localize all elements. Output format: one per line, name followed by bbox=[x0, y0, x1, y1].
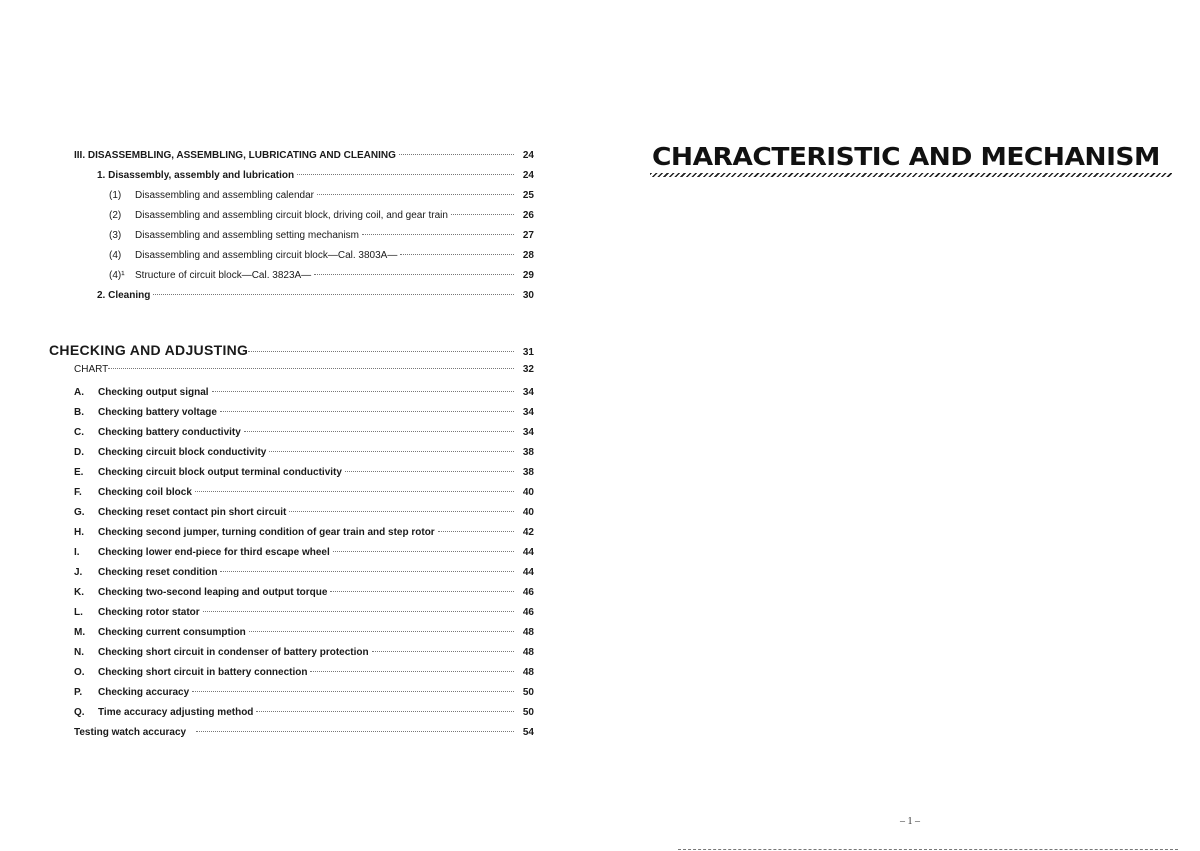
toc-entry-letter: A. bbox=[74, 387, 84, 398]
dot-leader bbox=[310, 671, 514, 672]
toc-entry-letter: P. bbox=[74, 687, 83, 698]
decorative-underline bbox=[650, 173, 1172, 177]
dot-leader bbox=[108, 368, 514, 369]
dot-leader bbox=[256, 711, 514, 712]
toc-entry-letter: B. bbox=[74, 407, 84, 418]
toc-entry-label: Checking circuit block output terminal conductivity bbox=[98, 467, 342, 478]
toc-entry bbox=[74, 406, 534, 420]
toc-entry-page: 42 bbox=[522, 527, 534, 538]
toc-entry-label: Checking second jumper, turning condition of gear train and step rotor bbox=[98, 527, 435, 538]
toc-entry bbox=[74, 526, 534, 540]
toc-entry-page: 54 bbox=[522, 727, 534, 738]
toc-entry-label: Checking battery conductivity bbox=[98, 427, 241, 438]
toc-entry-page: 34 bbox=[522, 407, 534, 418]
toc-entry-letter: L. bbox=[74, 607, 83, 618]
toc-entry bbox=[74, 666, 534, 680]
toc-entry-letter: Q. bbox=[74, 707, 85, 718]
toc-entry bbox=[74, 546, 534, 560]
toc-entry-letter: G. bbox=[74, 507, 85, 518]
dot-leader bbox=[399, 154, 514, 155]
toc-entry-label: Checking rotor stator bbox=[98, 607, 200, 618]
toc-entry-page: 40 bbox=[522, 487, 534, 498]
dot-leader bbox=[330, 591, 514, 592]
toc-entry bbox=[109, 189, 534, 203]
dot-leader bbox=[212, 391, 514, 392]
right-page bbox=[600, 0, 1200, 851]
toc-entry-label: Checking current consumption bbox=[98, 627, 246, 638]
toc-entry-label: Disassembling and assembling setting mechanism bbox=[135, 230, 359, 241]
toc-entry-label: Disassembling and assembling circuit block, driving coil, and gear train bbox=[135, 210, 448, 221]
toc-entry-page: 24 bbox=[522, 150, 534, 161]
toc-entry bbox=[74, 626, 534, 640]
dot-leader bbox=[220, 411, 514, 412]
dot-leader bbox=[192, 691, 514, 692]
toc-entry bbox=[74, 506, 534, 520]
toc-entry bbox=[74, 686, 534, 700]
toc-entry bbox=[109, 229, 534, 243]
toc-entry bbox=[74, 706, 534, 720]
dot-leader bbox=[451, 214, 514, 215]
toc-entry-page: 30 bbox=[522, 290, 534, 301]
toc-entry-label: III. DISASSEMBLING, ASSEMBLING, LUBRICATING AND CLEANING bbox=[74, 150, 396, 161]
toc-entry-page: 50 bbox=[522, 687, 534, 698]
toc-entry-page: 38 bbox=[522, 467, 534, 478]
dot-leader bbox=[317, 194, 514, 195]
toc-entry-letter: O. bbox=[74, 667, 85, 678]
toc-entry-page: 46 bbox=[522, 607, 534, 618]
toc-entry-number: (1) bbox=[109, 190, 122, 201]
toc-entry-page: 34 bbox=[522, 387, 534, 398]
dot-leader bbox=[372, 651, 514, 652]
toc-entry-label: Checking coil block bbox=[98, 487, 192, 498]
toc-entry-label: Checking two-second leaping and output torque bbox=[98, 587, 328, 598]
toc-entry-letter: I. bbox=[74, 547, 80, 558]
toc-entry-label: Checking output signal bbox=[98, 387, 209, 398]
toc-entry-label: Checking battery voltage bbox=[98, 407, 217, 418]
toc-entry bbox=[74, 646, 534, 660]
toc-entry bbox=[97, 289, 534, 303]
toc-entry-page: 25 bbox=[522, 190, 534, 201]
dot-leader bbox=[400, 254, 514, 255]
toc-entry bbox=[74, 566, 534, 580]
toc-entry-label: Checking reset contact pin short circuit bbox=[98, 507, 287, 518]
toc-entry bbox=[109, 269, 534, 283]
toc-entry-number: (2) bbox=[109, 210, 122, 221]
toc-chapter-heading bbox=[49, 342, 534, 358]
toc-entry-page: 31 bbox=[522, 347, 534, 358]
toc-entry-label: Disassembling and assembling calendar bbox=[135, 190, 314, 201]
toc-entry bbox=[74, 386, 534, 400]
toc-entry bbox=[74, 466, 534, 480]
toc-entry-number: (3) bbox=[109, 230, 122, 241]
toc-entry-letter: E. bbox=[74, 467, 84, 478]
toc-entry bbox=[74, 363, 534, 377]
toc-entry-page: 48 bbox=[522, 647, 534, 658]
toc-entry-page: 48 bbox=[522, 667, 534, 678]
toc-entry-number: (4) bbox=[109, 250, 122, 261]
toc-entry-page: 50 bbox=[522, 707, 534, 718]
toc-entry-page: 26 bbox=[522, 210, 534, 221]
toc-entry bbox=[97, 169, 534, 183]
toc-entry-label: Time accuracy adjusting method bbox=[98, 707, 254, 718]
dot-leader bbox=[203, 611, 514, 612]
dot-leader bbox=[289, 511, 514, 512]
toc-entry-page: 24 bbox=[522, 170, 534, 181]
toc-entry-page: 28 bbox=[522, 250, 534, 261]
toc-entry-page: 48 bbox=[522, 627, 534, 638]
chapter-title: CHECKING AND ADJUSTING bbox=[49, 342, 249, 358]
toc-entry-label: Testing watch accuracy bbox=[74, 727, 187, 738]
toc-entry-letter: J. bbox=[74, 567, 83, 578]
toc-entry-number: (4)¹ bbox=[109, 270, 125, 281]
toc-entry-page: 38 bbox=[522, 447, 534, 458]
dot-leader bbox=[438, 531, 514, 532]
dot-leader bbox=[153, 294, 514, 295]
toc-entry bbox=[109, 249, 534, 263]
dot-leader bbox=[248, 351, 514, 352]
dot-leader bbox=[195, 491, 514, 492]
toc-entry-label: Disassembling and assembling circuit block—Cal. 3803A— bbox=[135, 250, 398, 261]
toc-entry-page: 34 bbox=[522, 427, 534, 438]
toc-entry bbox=[109, 209, 534, 223]
toc-entry-letter: N. bbox=[74, 647, 84, 658]
toc-entry-page: 27 bbox=[522, 230, 534, 241]
toc-entry-letter: K. bbox=[74, 587, 84, 598]
dot-leader bbox=[196, 731, 514, 732]
toc-entry-letter: D. bbox=[74, 447, 84, 458]
toc-entry-label: Checking short circuit in condenser of battery protection bbox=[98, 647, 369, 658]
toc-entry bbox=[74, 606, 534, 620]
toc-entry-page: 29 bbox=[522, 270, 534, 281]
toc-entry bbox=[74, 586, 534, 600]
toc-entry-letter: M. bbox=[74, 627, 86, 638]
toc-entry-label: Checking circuit block conductivity bbox=[98, 447, 267, 458]
toc-entry-letter: F. bbox=[74, 487, 82, 498]
toc-entry-label: CHART bbox=[74, 364, 109, 375]
toc-entry-label: Checking lower end-piece for third escape wheel bbox=[98, 547, 330, 558]
toc-entry-label: Checking short circuit in battery connection bbox=[98, 667, 308, 678]
toc-entry-label: 1. Disassembly, assembly and lubrication bbox=[97, 170, 295, 181]
dot-leader bbox=[362, 234, 514, 235]
dot-leader bbox=[220, 571, 514, 572]
toc-entry bbox=[74, 486, 534, 500]
toc-entry bbox=[74, 446, 534, 460]
dot-leader bbox=[345, 471, 514, 472]
dot-leader bbox=[314, 274, 514, 275]
dot-leader bbox=[269, 451, 514, 452]
page-title: CHARACTERISTIC AND MECHANISM bbox=[652, 142, 1160, 171]
dot-leader bbox=[297, 174, 514, 175]
toc-entry-page: 44 bbox=[522, 567, 534, 578]
toc-entry-letter: H. bbox=[74, 527, 84, 538]
toc-entry-label: Checking reset condition bbox=[98, 567, 218, 578]
page-edge-line bbox=[678, 849, 1178, 850]
toc-entry bbox=[74, 726, 534, 740]
dot-leader bbox=[333, 551, 514, 552]
page-number: – 1 – bbox=[900, 816, 920, 827]
toc-entry-letter: C. bbox=[74, 427, 84, 438]
toc-entry-page: 44 bbox=[522, 547, 534, 558]
dot-leader bbox=[249, 631, 514, 632]
toc-entry-page: 40 bbox=[522, 507, 534, 518]
dot-leader bbox=[244, 431, 514, 432]
toc-section-heading bbox=[74, 149, 534, 163]
toc-entry-label: Checking accuracy bbox=[98, 687, 190, 698]
toc-entry-label: 2. Cleaning bbox=[97, 290, 151, 301]
toc-entry-page: 32 bbox=[522, 364, 534, 375]
toc-entry bbox=[74, 426, 534, 440]
toc-entry-label: Structure of circuit block—Cal. 3823A— bbox=[135, 270, 312, 281]
toc-entry-page: 46 bbox=[522, 587, 534, 598]
